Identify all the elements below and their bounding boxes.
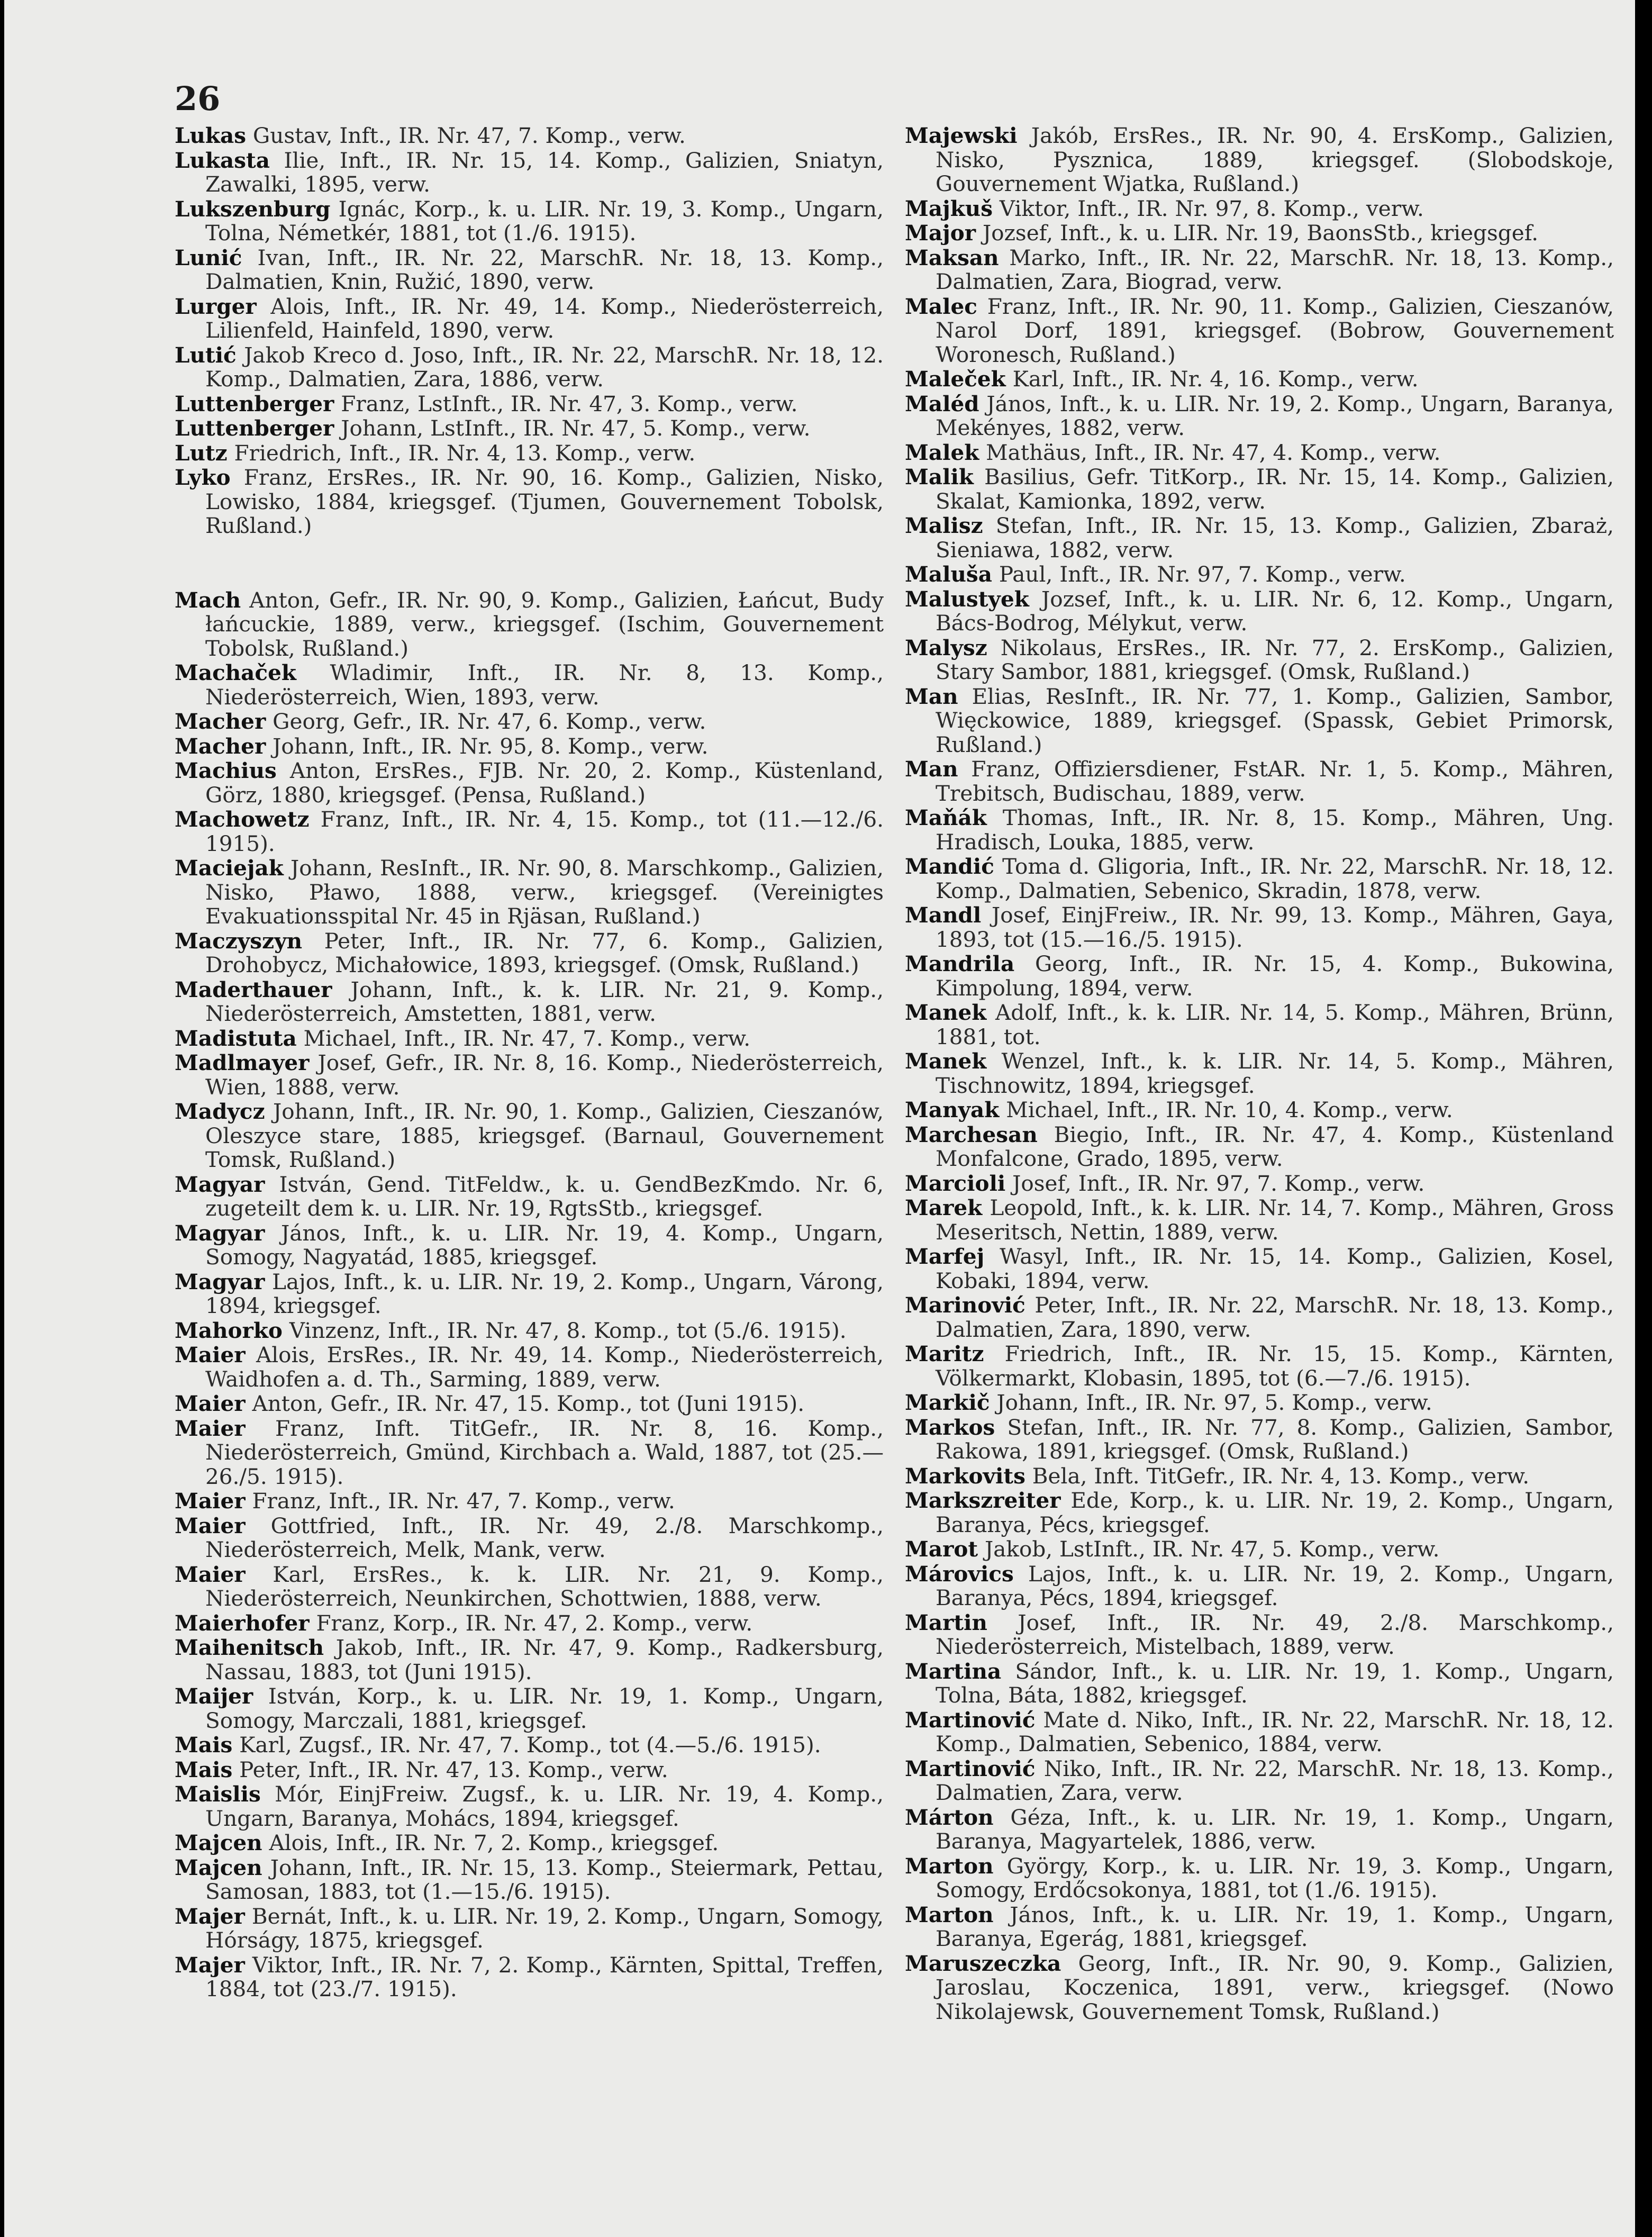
entry-details: Elias, ResInft., IR. Nr. 77, 1. Komp., Galizien, Sambor, Więckowice, 1889, kriegsgef. (Spassk, Gebiet Primorsk, Rußland.): [936, 683, 1614, 757]
entry-details: Vinzenz, Inft., IR. Nr. 47, 8. Komp., tot (5./6. 1915).: [289, 1317, 847, 1343]
entry-details: Lajos, Inft., k. u. LIR. Nr. 19, 2. Komp., Ungarn, Baranya, Pécs, 1894, kriegsgef.: [936, 1561, 1614, 1610]
entry-details: Johann, LstInft., IR. Nr. 47, 5. Komp., verw.: [341, 415, 811, 441]
list-item: [175, 661, 884, 709]
entry-details: János, Inft., k. u. LIR. Nr. 19, 4. Komp., Ungarn, Somogy, Nagyatád, 1885, kriegsgef.: [205, 1220, 884, 1270]
list-item: [905, 295, 1614, 367]
list-item: [175, 1027, 884, 1051]
entry-surname: Maislis: [175, 1781, 261, 1807]
entry-details: Peter, Inft., IR. Nr. 47, 13. Komp., verw.: [239, 1756, 668, 1782]
list-item: [175, 710, 884, 734]
entry-surname: Marfej: [905, 1244, 985, 1269]
entry-surname: Malisz: [905, 513, 983, 538]
entry-details: Josef, EinjFreiw., IR. Nr. 99, 13. Komp., Mähren, Gaya, 1893, tot (15.—16./5. 1915).: [936, 902, 1614, 952]
entry-details: György, Korp., k. u. LIR. Nr. 19, 3. Komp., Ungarn, Somogy, Erdőcsokonya, 1881, tot (1./6. 1915).: [936, 1853, 1614, 1903]
list-item: [905, 1562, 1614, 1610]
list-item: [905, 1464, 1614, 1489]
entry-surname: Marton: [905, 1853, 994, 1879]
list-item: [905, 1952, 1614, 2024]
entry-surname: Lurger: [175, 293, 257, 319]
list-item: [175, 124, 884, 148]
list-item: [905, 514, 1614, 562]
entry-details: Jakob, LstInft., IR. Nr. 47, 5. Komp., verw.: [985, 1536, 1440, 1562]
entry-surname: Lyko: [175, 465, 231, 490]
entry-surname: Malec: [905, 293, 977, 319]
list-item: [905, 563, 1614, 587]
list-item: [905, 392, 1614, 440]
list-item: [175, 343, 884, 392]
entry-surname: Maier: [175, 1513, 246, 1538]
entry-surname: Manek: [905, 1000, 987, 1025]
list-item: [175, 295, 884, 343]
entry-details: Karl, ErsRes., k. k. LIR. Nr. 21, 9. Komp., Niederösterreich, Neunkirchen, Schottwien, 1888, verw.: [205, 1561, 884, 1611]
list-item: [175, 1831, 884, 1855]
list-item: [175, 856, 884, 929]
entry-details: Anton, Gefr., IR. Nr. 90, 9. Komp., Galizien, Łańcut, Budy łańcuckie, 1889, verw., kriegsgef. (Ischim, Gouvernement Tobolsk, Rußland.): [205, 587, 884, 661]
entry-details: Johann, Inft., IR. Nr. 15, 13. Komp., Steiermark, Pettau, Samosan, 1883, tot (1.—15./6. 1915).: [205, 1854, 884, 1904]
entry-surname: Maier: [175, 1415, 246, 1441]
entry-details: János, Inft., k. u. LIR. Nr. 19, 1. Komp., Ungarn, Baranya, Egerág, 1881, kriegsgef.: [936, 1901, 1614, 1951]
list-item: [905, 1416, 1614, 1464]
entry-surname: Luttenberger: [175, 415, 334, 441]
entry-surname: Lutić: [175, 342, 237, 368]
entry-surname: Man: [905, 756, 958, 782]
entry-surname: Márovics: [905, 1561, 1014, 1587]
entry-details: Bernát, Inft., k. u. LIR. Nr. 19, 2. Komp., Ungarn, Somogy, Hórságy, 1875, kriegsgef.: [205, 1903, 884, 1953]
entry-surname: Maier: [175, 1488, 246, 1514]
list-item: [905, 124, 1614, 196]
list-item: [175, 1100, 884, 1172]
entry-surname: Marinović: [905, 1292, 1025, 1318]
list-item: [175, 735, 884, 759]
entry-surname: Machowetz: [175, 807, 310, 832]
entry-surname: Marton: [905, 1901, 994, 1927]
entry-details: Alois, Inft., IR. Nr. 49, 14. Komp., Niederösterreich, Lilienfeld, Hainfeld, 1890, verw.: [205, 293, 884, 343]
list-item: [175, 1514, 884, 1562]
list-item: [175, 1417, 884, 1489]
entry-surname: Martina: [905, 1658, 1002, 1684]
entry-surname: Machius: [175, 758, 277, 783]
entry-details: Leopold, Inft., k. k. LIR. Nr. 14, 7. Komp., Mähren, Gross Meseritsch, Nettin, 1889, verw.: [936, 1195, 1614, 1245]
entry-surname: Maihenitsch: [175, 1635, 324, 1660]
list-item: [175, 1782, 884, 1831]
list-item: [175, 1636, 884, 1684]
left-column: [175, 124, 884, 2002]
entry-surname: Maritz: [905, 1341, 984, 1366]
list-item: [905, 246, 1614, 294]
list-item: [905, 1903, 1614, 1951]
list-item: [905, 806, 1614, 854]
list-item: [905, 855, 1614, 903]
entry-details: Johann, ResInft., IR. Nr. 90, 8. Marschkomp., Galizien, Nisko, Pławo, 1888, verw., kriegsgef. (Vereinigtes Evakuationsspital Nr. 45 in Rjäsan, Rußland.): [205, 855, 884, 929]
list-item: [905, 1196, 1614, 1244]
entry-details: Franz, Inft. TitGefr., IR. Nr. 8, 16. Komp., Niederösterreich, Gmünd, Kirchbach a. Wald, 1887, tot (25.—26./5. 1915).: [205, 1415, 884, 1489]
entry-surname: Malek: [905, 439, 979, 465]
list-item: [905, 367, 1614, 392]
entry-details: Adolf, Inft., k. k. LIR. Nr. 14, 5. Komp., Mähren, Brünn, 1881, tot.: [936, 1000, 1614, 1049]
entry-surname: Malustyek: [905, 586, 1029, 612]
entry-details: Friedrich, Inft., IR. Nr. 4, 13. Komp., verw.: [234, 440, 696, 466]
entry-surname: Mahorko: [175, 1317, 283, 1343]
entry-details: Franz, Inft., IR. Nr. 4, 15. Komp., tot (11.—12./6. 1915).: [205, 807, 884, 856]
entry-details: Josef, Inft., IR. Nr. 49, 2./8. Marschkomp., Niederösterreich, Mistelbach, 1889, verw.: [936, 1609, 1614, 1659]
entry-details: Johann, Inft., IR. Nr. 95, 8. Komp., verw.: [273, 733, 709, 759]
list-item: [175, 1270, 884, 1318]
entry-details: István, Korp., k. u. LIR. Nr. 19, 1. Komp., Ungarn, Somogy, Marczali, 1881, kriegsgef.: [205, 1683, 884, 1733]
entry-details: Johann, Inft., IR. Nr. 97, 5. Komp., verw.: [996, 1390, 1432, 1415]
entry-surname: Martinović: [905, 1707, 1036, 1733]
entry-surname: Mais: [175, 1756, 233, 1782]
entry-details: Lajos, Inft., k. u. LIR. Nr. 19, 2. Komp., Ungarn, Várong, 1894, kriegsgef.: [205, 1269, 884, 1318]
list-item: [175, 197, 884, 246]
list-item: [905, 685, 1614, 757]
list-item: [175, 1733, 884, 1758]
entry-details: Géza, Inft., k. u. LIR. Nr. 19, 1. Komp., Ungarn, Baranya, Magyartelek, 1886, verw.: [936, 1804, 1614, 1854]
list-item: [905, 1293, 1614, 1342]
entry-details: Alois, Inft., IR. Nr. 7, 2. Komp., kriegsgef.: [269, 1830, 719, 1855]
entry-surname: Markovits: [905, 1463, 1025, 1489]
entry-surname: Luttenberger: [175, 391, 334, 416]
list-item: [905, 587, 1614, 636]
entry-surname: Mandrila: [905, 951, 1015, 976]
entry-surname: Maluša: [905, 561, 992, 587]
list-item: [175, 1173, 884, 1221]
entry-details: Anton, ErsRes., FJB. Nr. 20, 2. Komp., Küstenland, Görz, 1880, kriegsgef. (Pensa, Rußland.): [205, 758, 884, 808]
entry-details: Mór, EinjFreiw. Zugsf., k. u. LIR. Nr. 19, 4. Komp., Ungarn, Baranya, Mohács, 1894, kriegsgef.: [205, 1781, 884, 1831]
entry-surname: Majer: [175, 1903, 245, 1929]
list-item: [905, 1611, 1614, 1659]
entry-details: Jozsef, Inft., k. u. LIR. Nr. 6, 12. Komp., Ungarn, Bács-Bodrog, Mélykut, verw.: [936, 586, 1614, 636]
entry-details: Biegio, Inft., IR. Nr. 47, 4. Komp., Küstenland Monfalcone, Grado, 1895, verw.: [936, 1121, 1614, 1171]
entry-surname: Maierhofer: [175, 1610, 310, 1636]
entry-surname: Martin: [905, 1609, 987, 1635]
list-item: [175, 978, 884, 1026]
entry-surname: Maier: [175, 1342, 246, 1367]
list-item: [175, 392, 884, 416]
entry-details: Georg, Inft., IR. Nr. 90, 9. Komp., Galizien, Jaroslau, Koczenica, 1891, verw., kriegsgef. (Nowo Nikolajewsk, Gouvernement Tomsk, Rußland.): [936, 1950, 1614, 2024]
entry-surname: Maciejak: [175, 855, 284, 881]
entry-surname: Maléd: [905, 391, 979, 416]
entry-details: Karl, Zugsf., IR. Nr. 47, 7. Komp., tot (4.—5./6. 1915).: [239, 1732, 821, 1758]
list-item: [905, 1123, 1614, 1171]
list-item: [905, 197, 1614, 221]
list-item: [175, 1563, 884, 1611]
list-item: [905, 441, 1614, 465]
entry-surname: Madycz: [175, 1099, 265, 1124]
list-item: [175, 1392, 884, 1416]
entry-surname: Maderthauer: [175, 976, 332, 1002]
entry-details: Georg, Gefr., IR. Nr. 47, 6. Komp., verw.: [273, 709, 706, 734]
entry-details: Ilie, Inft., IR. Nr. 15, 14. Komp., Galizien, Sniatyn, Zawalki, 1895, verw.: [205, 147, 884, 197]
entry-details: Peter, Inft., IR. Nr. 22, MarschR. Nr. 18, 13. Komp., Dalmatien, Zara, 1890, verw.: [936, 1292, 1614, 1342]
entry-surname: Macher: [175, 709, 266, 734]
entry-surname: Markszreiter: [905, 1488, 1061, 1513]
list-item: [175, 1684, 884, 1733]
entry-details: Georg, Inft., IR. Nr. 15, 4. Komp., Bukowina, Kimpolung, 1894, verw.: [936, 951, 1614, 1001]
list-item: [175, 1758, 884, 1782]
list-item: [175, 416, 884, 441]
entry-surname: Manyak: [905, 1097, 1000, 1122]
entry-details: Mathäus, Inft., IR. Nr. 47, 4. Komp., verw.: [986, 439, 1441, 465]
list-item: [175, 929, 884, 977]
list-item: [175, 808, 884, 856]
entry-surname: Marcioli: [905, 1170, 1006, 1196]
entry-surname: Marek: [905, 1195, 983, 1220]
list-item: [905, 1001, 1614, 1049]
list-item: [905, 903, 1614, 952]
entry-details: István, Gend. TitFeldw., k. u. GendBezKmdo. Nr. 6, zugeteilt dem k. u. LIR. Nr. 19, RgtsStb., kriegsgef.: [205, 1171, 884, 1221]
entry-surname: Mandl: [905, 902, 982, 928]
entry-surname: Majewski: [905, 123, 1018, 148]
entry-details: Thomas, Inft., IR. Nr. 8, 15. Komp., Mähren, Ung. Hradisch, Louka, 1885, verw.: [936, 805, 1614, 855]
entry-surname: Lunić: [175, 244, 242, 270]
list-item: [175, 149, 884, 197]
list-item: [905, 1098, 1614, 1122]
entry-surname: Majcen: [175, 1830, 262, 1855]
list-item: [905, 1660, 1614, 1708]
list-item: [905, 1172, 1614, 1196]
entry-details: Franz, Inft., IR. Nr. 90, 11. Komp., Galizien, Cieszanów, Narol Dorf, 1891, kriegsgef. (Bobrow, Gouvernement Woronesch, Rußland.): [936, 293, 1614, 367]
entry-details: Niko, Inft., IR. Nr. 22, MarschR. Nr. 18, 13. Komp., Dalmatien, Zara, verw.: [936, 1755, 1614, 1805]
entry-details: Franz, LstInft., IR. Nr. 47, 3. Komp., verw.: [341, 391, 798, 416]
entry-surname: Mandić: [905, 854, 994, 879]
list-item: [905, 465, 1614, 513]
list-item: [175, 1051, 884, 1099]
list-item: [905, 1854, 1614, 1903]
entry-details: Basilius, Gefr. TitKorp., IR. Nr. 15, 14. Komp., Galizien, Skalat, Kamionka, 1892, verw.: [936, 464, 1614, 514]
entry-details: Wladimir, Inft., IR. Nr. 8, 13. Komp., Niederösterreich, Wien, 1893, verw.: [205, 660, 884, 710]
entry-details: Josef, Gefr., IR. Nr. 8, 16. Komp., Niederösterreich, Wien, 1888, verw.: [205, 1050, 884, 1100]
entry-surname: Majkuš: [905, 195, 993, 221]
list-item: [905, 1708, 1614, 1756]
entry-surname: Maijer: [175, 1683, 253, 1709]
entry-details: Michael, Inft., IR. Nr. 10, 4. Komp., verw.: [1006, 1097, 1453, 1122]
entry-surname: Majer: [175, 1952, 245, 1978]
entry-surname: Lutz: [175, 440, 228, 466]
entry-surname: Magyar: [175, 1220, 265, 1246]
list-item: [175, 588, 884, 661]
list-item: [905, 221, 1614, 246]
list-item: [905, 1391, 1614, 1415]
entry-details: Viktor, Inft., IR. Nr. 97, 8. Komp., verw.: [999, 195, 1424, 221]
entry-surname: Maksan: [905, 244, 999, 270]
list-item: [175, 1221, 884, 1270]
entry-details: Franz, Offiziersdiener, FstAR. Nr. 1, 5. Komp., Mähren, Trebitsch, Budischau, 1889, verw.: [936, 756, 1614, 806]
entry-details: Viktor, Inft., IR. Nr. 7, 2. Komp., Kärnten, Spittal, Treffen, 1884, tot (23./7. 1915).: [205, 1952, 884, 2001]
entry-surname: Macher: [175, 733, 266, 759]
list-item: [905, 1245, 1614, 1293]
entry-surname: Maczyszyn: [175, 928, 303, 954]
list-item: [905, 1049, 1614, 1098]
entry-details: Nikolaus, ErsRes., IR. Nr. 77, 2. ErsKomp., Galizien, Stary Sambor, 1881, kriegsgef. (Omsk, Rußland.): [936, 635, 1614, 684]
entry-surname: Machaček: [175, 660, 296, 685]
entry-surname: Man: [905, 683, 958, 709]
entry-surname: Malysz: [905, 635, 987, 660]
entry-details: Johann, Inft., IR. Nr. 90, 1. Komp., Galizien, Cieszanów, Oleszyce stare, 1885, kriegsgef. (Barnaul, Gouvernement Tomsk, Rußland.): [205, 1099, 884, 1172]
right-column: [905, 124, 1614, 2024]
list-item: [905, 952, 1614, 1000]
entry-details: Peter, Inft., IR. Nr. 77, 6. Komp., Galizien, Drohobycz, Michałowice, 1893, kriegsgef. (Omsk, Rußland.): [205, 928, 884, 977]
list-item: [175, 759, 884, 807]
entry-details: Jakob, Inft., IR. Nr. 47, 9. Komp., Radkersburg, Nassau, 1883, tot (Juni 1915).: [205, 1635, 884, 1684]
entry-details: Ivan, Inft., IR. Nr. 22, MarschR. Nr. 18, 13. Komp., Dalmatien, Knin, Ružić, 1890, verw.: [205, 244, 884, 294]
entry-details: Jakob Kreco d. Joso, Inft., IR. Nr. 22, MarschR. Nr. 18, 12. Komp., Dalmatien, Zara, 1886, verw.: [205, 342, 884, 392]
entry-details: Anton, Gefr., IR. Nr. 47, 15. Komp., tot (Juni 1915).: [252, 1391, 805, 1416]
entry-details: Alois, ErsRes., IR. Nr. 49, 14. Komp., Niederösterreich, Waidhofen a. d. Th., Sarming, 1889, verw.: [205, 1342, 884, 1392]
list-item: [175, 1856, 884, 1904]
entry-surname: Major: [905, 220, 976, 246]
list-item: [175, 1343, 884, 1391]
entry-surname: Malik: [905, 464, 974, 490]
entry-surname: Lukas: [175, 123, 247, 148]
entry-surname: Mais: [175, 1732, 233, 1758]
entry-details: Franz, ErsRes., IR. Nr. 90, 16. Komp., Galizien, Nisko, Lowisko, 1884, kriegsgef. (Tjumen, Gouvernement Tobolsk, Rußland.): [205, 465, 884, 538]
entry-surname: Madistuta: [175, 1025, 297, 1051]
entry-surname: Manek: [905, 1048, 987, 1074]
entry-surname: Lukasta: [175, 147, 270, 173]
entry-details: Jakób, ErsRes., IR. Nr. 90, 4. ErsKomp., Galizien, Nisko, Pysznica, 1889, kriegsgef. (Slobodskoje, Gouvernement Wjatka, Rußland.): [936, 123, 1614, 196]
list-item: [175, 1489, 884, 1514]
entry-details: Stefan, Inft., IR. Nr. 77, 8. Komp., Galizien, Sambor, Rakowa, 1891, kriegsgef. (Omsk, Rußland.): [936, 1414, 1614, 1464]
list-item: [905, 1757, 1614, 1805]
entry-surname: Markos: [905, 1414, 995, 1440]
list-item: [905, 1806, 1614, 1854]
entry-surname: Maier: [175, 1561, 246, 1587]
entry-surname: Maier: [175, 1391, 246, 1416]
list-item: [905, 636, 1614, 684]
list-item: [905, 1537, 1614, 1562]
entry-surname: Marchesan: [905, 1121, 1038, 1147]
list-item: [905, 757, 1614, 805]
entry-details: Josef, Inft., IR. Nr. 97, 7. Komp., verw.: [1012, 1170, 1425, 1196]
entry-details: Gottfried, Inft., IR. Nr. 49, 2./8. Marschkomp., Niederösterreich, Melk, Mank, verw.: [205, 1513, 884, 1562]
list-item: [175, 1319, 884, 1343]
entry-details: János, Inft., k. u. LIR. Nr. 19, 2. Komp., Ungarn, Baranya, Mekényes, 1882, verw.: [936, 391, 1614, 440]
page-number: 26: [175, 79, 221, 118]
entry-details: Paul, Inft., IR. Nr. 97, 7. Komp., verw.: [999, 561, 1406, 587]
entry-surname: Madlmayer: [175, 1050, 310, 1075]
entry-details: Sándor, Inft., k. u. LIR. Nr. 19, 1. Komp., Ungarn, Tolna, Báta, 1882, kriegsgef.: [936, 1658, 1614, 1708]
entry-details: Marko, Inft., IR. Nr. 22, MarschR. Nr. 18, 13. Komp., Dalmatien, Zara, Biograd, verw.: [936, 244, 1614, 294]
entry-details: Bela, Inft. TitGefr., IR. Nr. 4, 13. Komp., verw.: [1032, 1463, 1530, 1489]
entry-surname: Maleček: [905, 366, 1006, 392]
entry-details: Michael, Inft., IR. Nr. 47, 7. Komp., verw.: [303, 1025, 751, 1051]
entry-details: Franz, Korp., IR. Nr. 47, 2. Komp., verw.: [316, 1610, 753, 1636]
entry-surname: Majcen: [175, 1854, 262, 1880]
entry-surname: Markič: [905, 1390, 990, 1415]
entry-details: Johann, Inft., k. k. LIR. Nr. 21, 9. Komp., Niederösterreich, Amstetten, 1881, verw.: [205, 976, 884, 1026]
entry-details: Ignác, Korp., k. u. LIR. Nr. 19, 3. Komp., Ungarn, Tolna, Németkér, 1881, tot (1./6. 1915).: [205, 196, 884, 246]
list-item: [175, 466, 884, 538]
entry-surname: Magyar: [175, 1171, 265, 1197]
document-page: [4, 0, 1635, 2237]
list-item: [175, 1611, 884, 1636]
entry-details: Karl, Inft., IR. Nr. 4, 16. Komp., verw.: [1012, 366, 1419, 392]
entry-details: Gustav, Inft., IR. Nr. 47, 7. Komp., verw.: [252, 123, 686, 148]
entry-details: Ede, Korp., k. u. LIR. Nr. 19, 2. Komp., Ungarn, Baranya, Pécs, kriegsgef.: [936, 1488, 1614, 1537]
entry-details: Stefan, Inft., IR. Nr. 15, 13. Komp., Galizien, Zbaraż, Sieniawa, 1882, verw.: [936, 513, 1614, 563]
list-item: [905, 1489, 1614, 1537]
entry-details: Wasyl, Inft., IR. Nr. 15, 14. Komp., Galizien, Kosel, Kobaki, 1894, verw.: [936, 1244, 1614, 1293]
entry-surname: Marot: [905, 1536, 978, 1562]
entry-surname: Magyar: [175, 1269, 265, 1294]
list-item: [905, 1342, 1614, 1390]
list-item: [175, 1905, 884, 1953]
entry-surname: Martinović: [905, 1755, 1036, 1781]
entry-surname: Mach: [175, 587, 241, 613]
entry-details: Friedrich, Inft., IR. Nr. 15, 15. Komp., Kärnten, Völkermarkt, Klobasin, 1895, tot (6.—7./6. 1915).: [936, 1341, 1614, 1391]
entry-details: Mate d. Niko, Inft., IR. Nr. 22, MarschR. Nr. 18, 12. Komp., Dalmatien, Sebenico, 1884, verw.: [936, 1707, 1614, 1756]
entry-details: Jozsef, Inft., k. u. LIR. Nr. 19, BaonsStb., kriegsgef.: [982, 220, 1539, 246]
entry-surname: Lukszenburg: [175, 196, 331, 222]
list-item: [175, 246, 884, 294]
entry-details: Franz, Inft., IR. Nr. 47, 7. Komp., verw.: [252, 1488, 675, 1514]
entry-details: Wenzel, Inft., k. k. LIR. Nr. 14, 5. Komp., Mähren, Tischnowitz, 1894, kriegsgef.: [936, 1048, 1614, 1098]
entry-details: Toma d. Gligoria, Inft., IR. Nr. 22, MarschR. Nr. 18, 12. Komp., Dalmatien, Sebenico, Skradin, 1878, verw.: [936, 854, 1614, 903]
list-item: [175, 1953, 884, 2001]
list-item: [175, 441, 884, 466]
entry-surname: Márton: [905, 1804, 994, 1830]
entry-surname: Maňák: [905, 805, 987, 830]
entry-surname: Maruszeczka: [905, 1950, 1061, 1976]
